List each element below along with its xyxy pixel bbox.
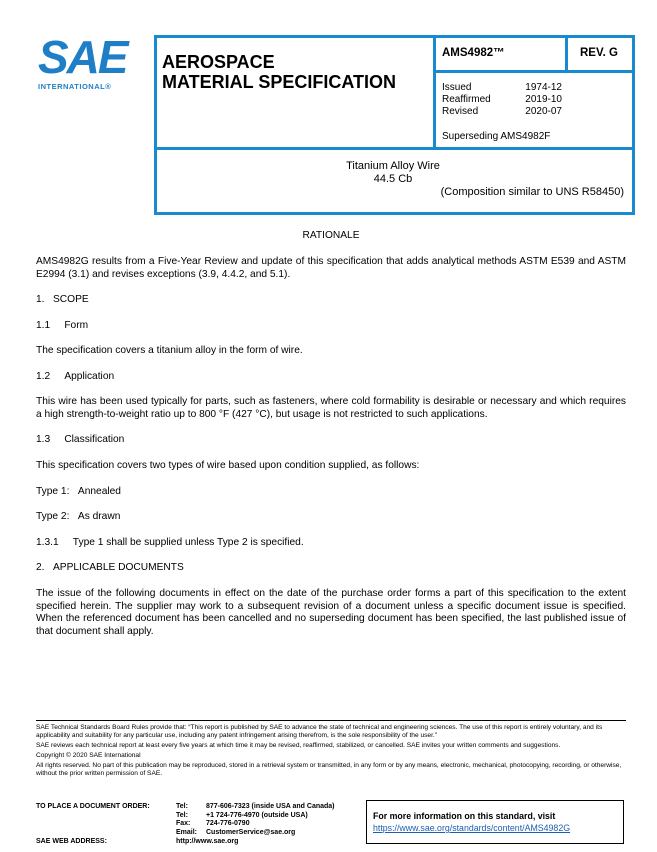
title-line-2: MATERIAL SPECIFICATION (162, 72, 396, 92)
sae-logo (38, 31, 130, 91)
logo-mark: SAE (38, 31, 127, 83)
header-divider-vertical (433, 35, 436, 149)
contact-email[interactable]: Email: CustomerService@sae.org (176, 828, 296, 836)
subject-line-1: Titanium Alloy Wire (346, 160, 440, 172)
spec-title (162, 52, 396, 92)
web-label: SAE WEB ADDRESS: (36, 838, 107, 845)
footer-rules-text: SAE Technical Standards Board Rules provide that: “This report is published by SAE to advance the state of technical and engineering sciences. The use of this report is entirely voluntary, and its applicability and suitability for any particular use, including any patent infringement arising therefrom, is the sole responsibility of the user.” (36, 724, 603, 739)
title-line-1: AEROSPACE (162, 52, 275, 72)
type-1-line: Type 1: Annealed (36, 486, 121, 497)
contact-fax: Fax: 724-776-0790 (176, 820, 250, 828)
subject-composition: (Composition similar to UNS R58450) (440, 186, 624, 198)
contact-tel-intl: Tel: +1 724-776-4970 (outside USA) (176, 811, 308, 819)
footer-legal (36, 720, 626, 780)
date-history (442, 82, 562, 118)
section-2-heading: 2. APPLICABLE DOCUMENTS (36, 562, 184, 573)
subject-line-2: 44.5 Cb (373, 173, 413, 185)
section-1-2-heading: 1.2 Application (36, 371, 115, 382)
web-url[interactable]: http://www.sae.org (176, 838, 239, 845)
section-1-heading: 1. SCOPE (36, 294, 89, 305)
section-1-3-heading: 1.3 Classification (36, 434, 125, 445)
section-1-3-text: This specification covers two types of wire based upon condition supplied, as follows: (36, 460, 420, 471)
rationale-heading: RATIONALE (302, 230, 360, 241)
docid-divider (433, 70, 635, 73)
footer-rights: All rights reserved. No part of this publication may be reproduced, stored in a retrieval system or transmitted, in any form or by any means, electronic, mechanical, photocopying, recording, or otherwise, without the prior written permission of SAE. (36, 762, 622, 777)
date-row-reaffirmed: Reaffirmed 2019-10 (442, 94, 562, 105)
rationale-text: AMS4982G results from a Five-Year Review and update of this specification that adds analytical methods ASTM E539 and ASTM E2994 (3.1) and revises exceptions (3.9, 4.4.2, and 5.1). (36, 256, 626, 280)
footer-copyright: Copyright © 2020 SAE International (36, 752, 141, 759)
section-1-3-1: 1.3.1 Type 1 shall be supplied unless Type 2 is specified. (36, 537, 304, 548)
web-address (36, 838, 239, 845)
rev-divider (565, 35, 568, 71)
section-1-1-heading: 1.1 Form (36, 320, 89, 331)
more-info-box (366, 800, 624, 844)
section-2-text: The issue of the following documents in effect on the date of the purchase order forms a part of this specification to the extent specified herein. The supplier may work to a subsequent revision of a document unless a specific document issue is specified. When the referenced document has been cancelled and no superseding document has been specified, the last published issue of that document shall apply. (36, 588, 626, 637)
document-id: AMS4982™ (442, 47, 505, 59)
order-label: TO PLACE A DOCUMENT ORDER: (36, 803, 150, 810)
contact-tel-us: Tel: 877-606-7323 (inside USA and Canada) (176, 803, 335, 810)
more-info-title: For more information on this standard, visit (373, 811, 556, 821)
date-row-issued: Issued 1974-12 (442, 82, 562, 93)
superseding-note: Superseding AMS4982F (442, 131, 551, 142)
footer-review-text: SAE reviews each technical report at least every five years at which time it may be revised, reaffirmed, stabilized, or cancelled. SAE invites your written comments and suggestions. (36, 742, 561, 749)
subject-divider (154, 147, 635, 150)
subject-block (158, 160, 628, 199)
revision-label: REV. G (580, 47, 618, 59)
date-row-revised: Revised 2020-07 (442, 106, 562, 117)
logo-subtitle: INTERNATIONAL® (38, 82, 112, 91)
type-2-line: Type 2: As drawn (36, 511, 121, 522)
contact-list (176, 803, 376, 837)
section-1-1-text: The specification covers a titanium alloy in the form of wire. (36, 345, 303, 356)
footer-rule (36, 720, 626, 721)
standard-link[interactable]: https://www.sae.org/standards/content/AMS4982G (373, 823, 571, 833)
section-1-2-text: This wire has been used typically for parts, such as fasteners, where cold formability is desirable or necessary and which requires a high strength-to-weight ratio up to 800 °F (427 °C), but usage is not restricted to such applications. (36, 396, 626, 420)
